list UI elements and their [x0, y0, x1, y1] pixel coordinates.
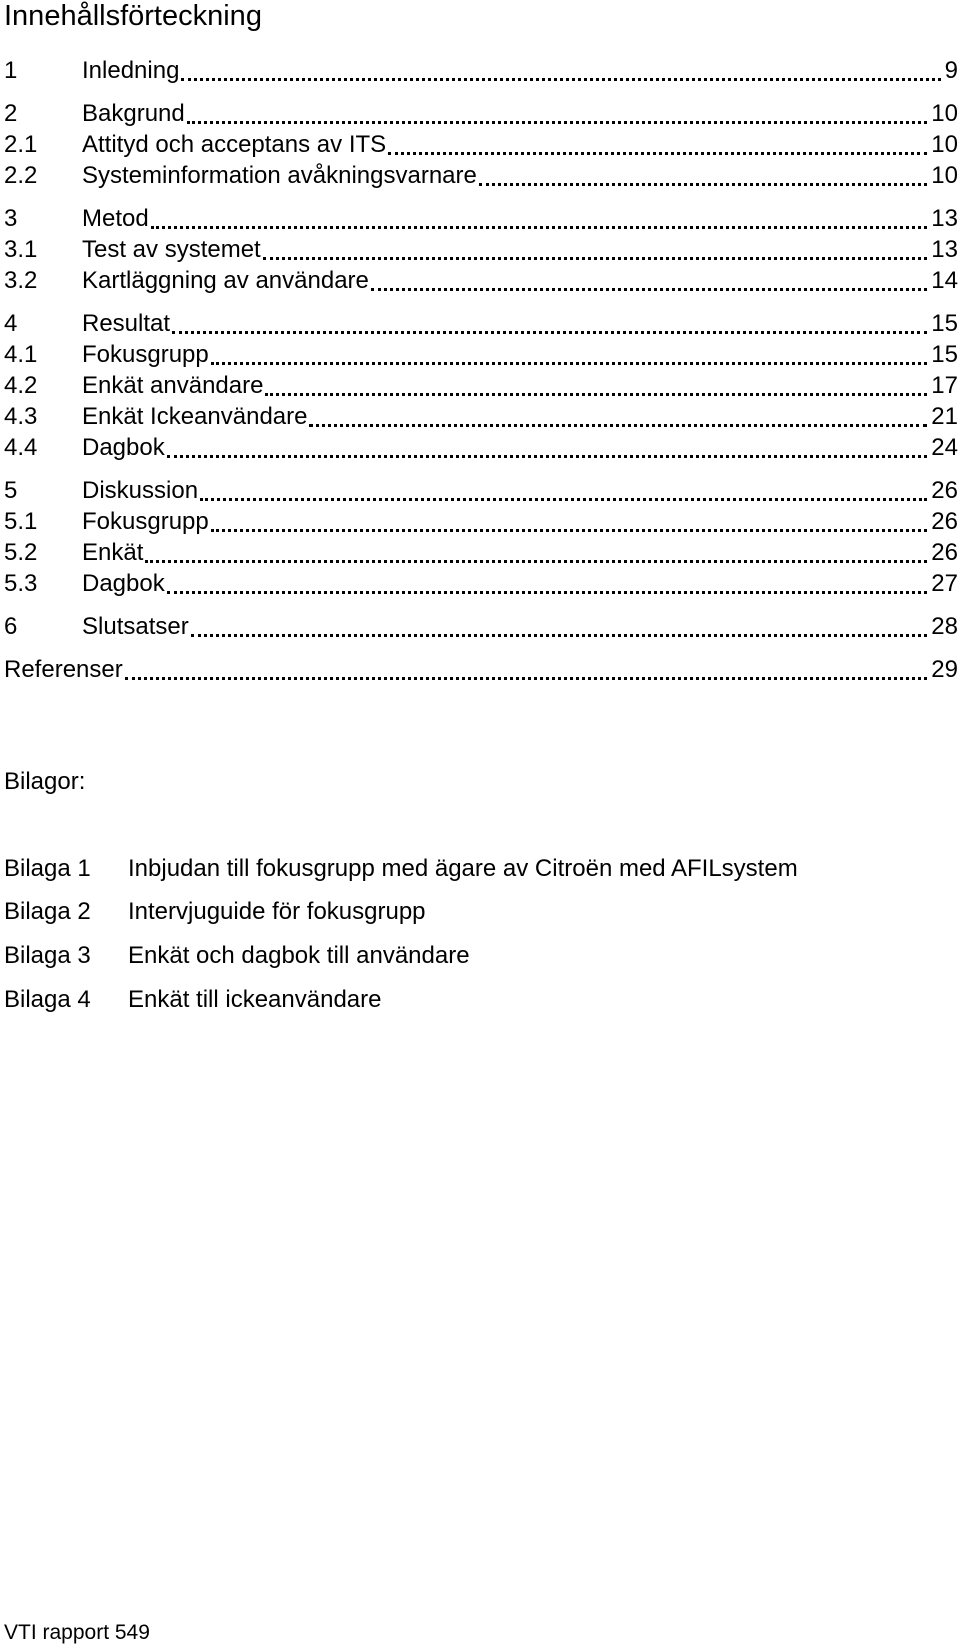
toc-number: 4.2	[4, 372, 38, 399]
toc-entry-5-1[interactable]	[4, 506, 958, 537]
toc-number: 3.2	[4, 267, 38, 294]
toc-number: 4	[4, 310, 18, 337]
dot-leader	[211, 362, 927, 365]
toc-entry-4[interactable]	[4, 308, 958, 339]
dot-leader	[181, 78, 941, 81]
page-title: Innehållsförteckning	[4, 0, 262, 32]
appendix-item	[4, 896, 944, 927]
appendix-item	[4, 940, 944, 971]
appendix-title: Enkät och dagbok till användare	[128, 942, 470, 969]
toc-entry-2-2[interactable]	[4, 160, 958, 191]
appendix-heading: Bilagor:	[4, 768, 86, 795]
toc-number: 3.1	[4, 236, 38, 263]
toc-title: Inledning	[82, 57, 180, 84]
toc-page-number: 9	[944, 57, 958, 84]
toc-title: Metod	[82, 205, 149, 232]
toc-number: 4.3	[4, 403, 38, 430]
toc-title: Slutsatser	[82, 613, 189, 640]
toc-title: Dagbok	[82, 434, 165, 461]
toc-entry-2-1[interactable]	[4, 129, 958, 160]
report-footer: VTI rapport 549	[4, 1621, 150, 1644]
toc-page-number: 10	[931, 162, 958, 189]
appendix-label: Bilaga 4	[4, 986, 91, 1013]
toc-page-number: 10	[931, 100, 958, 127]
dot-leader	[211, 529, 927, 532]
dot-leader	[125, 677, 927, 680]
toc-title: Attityd och acceptans av ITS	[82, 131, 387, 158]
toc-number: 3	[4, 205, 18, 232]
toc-page-number: 17	[931, 372, 958, 399]
toc-title: Referenser	[4, 656, 123, 683]
toc-title: Test av systemet	[82, 236, 261, 263]
toc-entry-1[interactable]	[4, 55, 958, 86]
toc-page-number: 26	[931, 508, 958, 535]
dot-leader	[187, 121, 927, 124]
toc-page-number: 13	[931, 236, 958, 263]
dot-leader	[172, 331, 927, 334]
toc-number: 2	[4, 100, 18, 127]
dot-leader	[371, 288, 927, 291]
dot-leader	[309, 424, 927, 427]
toc-entry-4-3[interactable]	[4, 401, 958, 432]
toc-entry-4-2[interactable]	[4, 370, 958, 401]
appendix-title: Intervjuguide för fokusgrupp	[128, 898, 426, 925]
toc-number: 5	[4, 477, 18, 504]
toc-page-number: 26	[931, 539, 958, 566]
toc-page-number: 10	[931, 131, 958, 158]
dot-leader	[263, 257, 927, 260]
toc-page-number: 15	[931, 341, 958, 368]
toc-title: Fokusgrupp	[82, 508, 209, 535]
toc-number: 4.4	[4, 434, 38, 461]
toc-number: 1	[4, 57, 18, 84]
toc-page-number: 15	[931, 310, 958, 337]
toc-title: Fokusgrupp	[82, 341, 209, 368]
dot-leader	[200, 498, 927, 501]
appendix-label: Bilaga 1	[4, 855, 91, 882]
toc-number: 4.1	[4, 341, 38, 368]
toc-title: Systeminformation avåkningsvarnare	[82, 162, 477, 189]
toc-title: Diskussion	[82, 477, 199, 504]
dot-leader	[388, 152, 927, 155]
appendix-label: Bilaga 2	[4, 898, 91, 925]
dot-leader	[479, 183, 927, 186]
dot-leader	[145, 560, 927, 563]
dot-leader	[265, 393, 927, 396]
appendix-item	[4, 984, 944, 1015]
toc-number: 6	[4, 613, 18, 640]
appendix-label: Bilaga 3	[4, 942, 91, 969]
toc-page-number: 14	[931, 267, 958, 294]
toc-entry-references[interactable]	[4, 654, 958, 685]
toc-number: 5.1	[4, 508, 38, 535]
toc-title: Enkät Ickeanvändare	[82, 403, 308, 430]
toc-page-number: 27	[931, 570, 958, 597]
toc-number: 5.3	[4, 570, 38, 597]
toc-entry-4-1[interactable]	[4, 339, 958, 370]
dot-leader	[167, 591, 927, 594]
toc-title: Bakgrund	[82, 100, 185, 127]
toc-title: Enkät	[82, 539, 144, 566]
toc-title: Enkät användare	[82, 372, 264, 399]
toc-number: 5.2	[4, 539, 38, 566]
toc-entry-5-3[interactable]	[4, 568, 958, 599]
dot-leader	[167, 455, 927, 458]
table-of-contents	[4, 0, 958, 720]
toc-entry-3-1[interactable]	[4, 234, 958, 265]
toc-page-number: 29	[931, 656, 958, 683]
toc-title: Resultat	[82, 310, 171, 337]
toc-page-number: 13	[931, 205, 958, 232]
toc-entry-4-4[interactable]	[4, 432, 958, 463]
toc-entry-2[interactable]	[4, 98, 958, 129]
toc-page-number: 24	[931, 434, 958, 461]
toc-entry-3-2[interactable]	[4, 265, 958, 296]
dot-leader	[191, 634, 927, 637]
toc-entry-3[interactable]	[4, 203, 958, 234]
toc-entry-6[interactable]	[4, 611, 958, 642]
toc-page-number: 28	[931, 613, 958, 640]
toc-page-number: 26	[931, 477, 958, 504]
toc-number: 2.2	[4, 162, 38, 189]
toc-title: Kartläggning av användare	[82, 267, 369, 294]
toc-entry-5-2[interactable]	[4, 537, 958, 568]
appendix-item	[4, 853, 944, 884]
appendix-title: Inbjudan till fokusgrupp med ägare av Citroën med AFILsystem	[128, 855, 798, 882]
toc-title: Dagbok	[82, 570, 165, 597]
toc-page-number: 21	[931, 403, 958, 430]
appendix-title: Enkät till ickeanvändare	[128, 986, 382, 1013]
dot-leader	[151, 226, 927, 229]
toc-number: 2.1	[4, 131, 38, 158]
toc-entry-5[interactable]	[4, 475, 958, 506]
